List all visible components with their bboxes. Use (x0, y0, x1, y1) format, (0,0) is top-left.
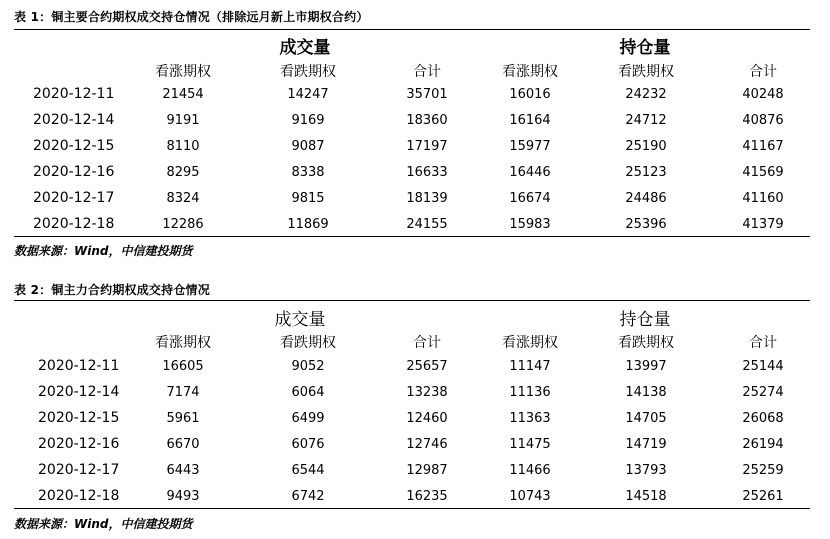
table-cell: 15977 (509, 139, 551, 154)
table-cell: 24232 (625, 87, 667, 102)
table-cell: 12987 (406, 463, 448, 478)
table-1-top-rule (14, 29, 810, 30)
table-cell: 11869 (287, 217, 329, 232)
table-2-caption: 表 2：铜主力合约期权成交持仓情况 (14, 283, 210, 297)
table-cell: 11136 (509, 385, 551, 400)
row-date: 2020-12-11 (38, 358, 120, 374)
row-date: 2020-12-15 (33, 138, 115, 154)
table-cell: 17197 (406, 139, 448, 154)
table-cell: 25274 (742, 385, 784, 400)
table-cell: 24486 (625, 191, 667, 206)
table-cell: 35701 (406, 87, 448, 102)
table-cell: 13238 (406, 385, 448, 400)
table-cell: 10743 (509, 489, 551, 504)
table-cell: 18139 (406, 191, 448, 206)
table-2-col-put-volume: 看跌期权 (280, 335, 336, 351)
table-cell: 41167 (742, 139, 784, 154)
table-cell: 25123 (625, 165, 667, 180)
row-date: 2020-12-18 (33, 216, 115, 232)
table-cell: 9087 (291, 139, 325, 154)
table-cell: 14719 (625, 437, 667, 452)
table-cell: 6064 (291, 385, 325, 400)
table-cell: 16164 (509, 113, 551, 128)
table-cell: 11147 (509, 359, 551, 374)
table-cell: 25261 (742, 489, 784, 504)
table-cell: 11475 (509, 437, 551, 452)
table-1-col-total-oi: 合计 (749, 64, 777, 80)
table-2-top-rule (14, 300, 810, 301)
table-cell: 24712 (625, 113, 667, 128)
table-cell: 14705 (625, 411, 667, 426)
table-cell: 40248 (742, 87, 784, 102)
row-date: 2020-12-14 (33, 112, 115, 128)
table-cell: 9052 (291, 359, 325, 374)
table-cell: 14247 (287, 87, 329, 102)
table-cell: 6076 (291, 437, 325, 452)
table-1-col-total-volume: 合计 (413, 64, 441, 80)
table-2-group-open-interest: 持仓量 (619, 310, 671, 330)
table-cell: 16605 (162, 359, 204, 374)
table-cell: 18360 (406, 113, 448, 128)
table-1-source: 数据来源：Wind，中信建投期货 (14, 244, 193, 258)
table-cell: 16633 (406, 165, 448, 180)
table-cell: 11363 (509, 411, 551, 426)
table-cell: 13793 (625, 463, 667, 478)
table-cell: 14518 (625, 489, 667, 504)
table-cell: 40876 (742, 113, 784, 128)
table-cell: 8110 (166, 139, 200, 154)
table-cell: 9191 (166, 113, 200, 128)
table-2-col-call-volume: 看涨期权 (155, 335, 211, 351)
row-date: 2020-12-16 (33, 164, 115, 180)
table-cell: 26068 (742, 411, 784, 426)
table-1-col-put-volume: 看跌期权 (280, 64, 336, 80)
row-date: 2020-12-18 (38, 488, 120, 504)
table-1-group-volume: 成交量 (279, 38, 331, 58)
table-cell: 5961 (166, 411, 200, 426)
table-2-col-total-volume: 合计 (413, 335, 441, 351)
table-1-col-call-oi: 看涨期权 (502, 64, 558, 80)
table-cell: 6544 (291, 463, 325, 478)
table-cell: 13997 (625, 359, 667, 374)
table-1-caption: 表 1：铜主要合约期权成交持仓情况（排除远月新上市期权合约） (14, 10, 369, 24)
table-cell: 25259 (742, 463, 784, 478)
table-cell: 16674 (509, 191, 551, 206)
table-cell: 41569 (742, 165, 784, 180)
table-cell: 12286 (162, 217, 204, 232)
table-cell: 11466 (509, 463, 551, 478)
table-cell: 25657 (406, 359, 448, 374)
table-1-col-call-volume: 看涨期权 (155, 64, 211, 80)
table-2-col-put-oi: 看跌期权 (618, 335, 674, 351)
table-1-bottom-rule (14, 236, 810, 237)
table-cell: 21454 (162, 87, 204, 102)
table-cell: 12460 (406, 411, 448, 426)
table-cell: 8295 (166, 165, 200, 180)
table-2-group-volume: 成交量 (274, 310, 326, 330)
table-cell: 7174 (166, 385, 200, 400)
table-2-bottom-rule (14, 508, 810, 509)
table-2-col-total-oi: 合计 (749, 335, 777, 351)
row-date: 2020-12-15 (38, 410, 120, 426)
table-cell: 16446 (509, 165, 551, 180)
table-cell: 41379 (742, 217, 784, 232)
table-cell: 6670 (166, 437, 200, 452)
row-date: 2020-12-14 (38, 384, 120, 400)
table-cell: 9169 (291, 113, 325, 128)
table-1-col-put-oi: 看跌期权 (618, 64, 674, 80)
table-cell: 9493 (166, 489, 200, 504)
table-1-group-open-interest: 持仓量 (619, 38, 671, 58)
table-cell: 9815 (291, 191, 325, 206)
table-cell: 12746 (406, 437, 448, 452)
table-cell: 41160 (742, 191, 784, 206)
row-date: 2020-12-11 (33, 86, 115, 102)
table-2-source: 数据来源：Wind，中信建投期货 (14, 517, 193, 531)
row-date: 2020-12-17 (33, 190, 115, 206)
table-cell: 15983 (509, 217, 551, 232)
table-cell: 16016 (509, 87, 551, 102)
table-cell: 16235 (406, 489, 448, 504)
table-cell: 6443 (166, 463, 200, 478)
row-date: 2020-12-17 (38, 462, 120, 478)
table-cell: 8338 (291, 165, 325, 180)
table-cell: 24155 (406, 217, 448, 232)
table-cell: 6499 (291, 411, 325, 426)
table-cell: 14138 (625, 385, 667, 400)
table-cell: 25396 (625, 217, 667, 232)
table-2-col-call-oi: 看涨期权 (502, 335, 558, 351)
table-cell: 25144 (742, 359, 784, 374)
row-date: 2020-12-16 (38, 436, 120, 452)
table-cell: 8324 (166, 191, 200, 206)
table-cell: 6742 (291, 489, 325, 504)
table-cell: 25190 (625, 139, 667, 154)
table-cell: 26194 (742, 437, 784, 452)
